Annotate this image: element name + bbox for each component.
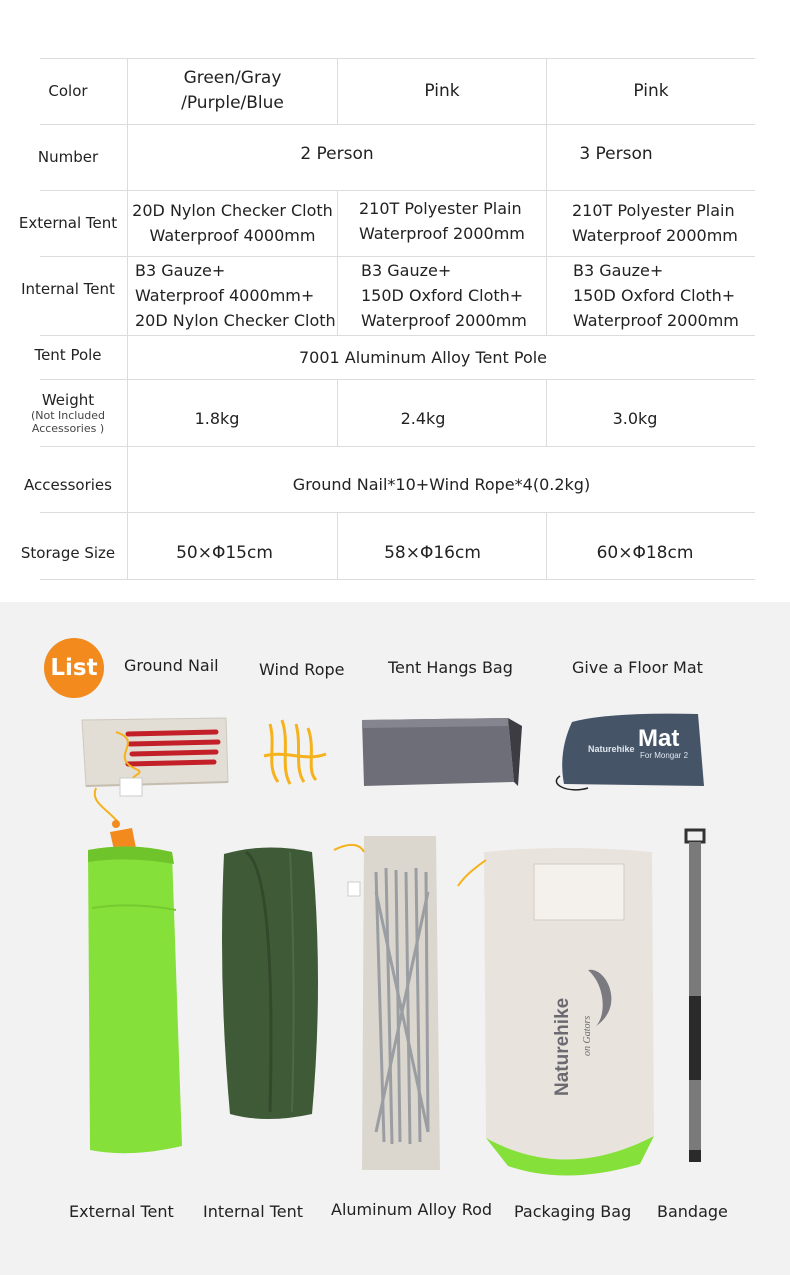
row-label-tent-pole: Tent Pole (34, 346, 102, 364)
cell-weight-1: 1.8kg (194, 409, 240, 428)
list-badge: List (44, 638, 104, 698)
cell-color-3: Pink (633, 80, 669, 101)
cell-tent-pole: 7001 Aluminum Alloy Tent Pole (298, 347, 548, 367)
cell-internal-3: B3 Gauze+ 150D Oxford Cloth+ Waterproof 2000mm (573, 261, 739, 330)
cell-color-2: Pink (424, 80, 460, 101)
cell-storage-2: 58×Φ16cm (384, 543, 481, 563)
cell-internal-1: B3 Gauze+ Waterproof 4000mm+ 20D Nylon Checker Cloth (135, 261, 336, 330)
aluminum-rod-image (330, 832, 450, 1176)
label-internal-tent: Internal Tent (203, 1202, 304, 1221)
cell-external-2: 210T Polyester Plain Waterproof 2000mm (359, 199, 525, 243)
bag-logo: Naturehike (552, 997, 573, 1096)
mat-title: Mat (638, 725, 680, 752)
weight-label-box (31, 391, 105, 435)
weight-label: Weight (41, 390, 95, 409)
row-label-weight (10, 379, 126, 446)
external-tent-image (80, 828, 186, 1158)
label-floor-mat: Give a Floor Mat (572, 658, 703, 677)
label-external-tent: External Tent (69, 1202, 174, 1221)
row-label-internal-tent: Internal Tent (21, 280, 115, 298)
spec-table (0, 0, 790, 600)
cell-external-1: 20D Nylon Checker Cloth Waterproof 4000mm (132, 201, 333, 245)
mat-logo: Naturehike (588, 744, 635, 754)
ground-nail-image (76, 712, 236, 830)
cell-storage-1: 50×Φ15cm (176, 543, 273, 563)
cell-number-3p: 3 Person (579, 143, 653, 164)
bandage-image (682, 828, 710, 1166)
cell-storage-3: 60×Φ18cm (596, 543, 694, 563)
row-label-color: Color (48, 82, 88, 100)
label-bandage: Bandage (657, 1202, 728, 1221)
cell-accessories: Ground Nail*10+Wind Rope*4(0.2kg) (292, 475, 591, 494)
weight-note: (Not Included Accessories ) (30, 408, 106, 435)
mat-subtitle: For Mongar 2 (640, 751, 689, 760)
row-label-storage-size: Storage Size (20, 543, 116, 562)
col-divider (337, 190, 338, 335)
row-label-number: Number (37, 148, 99, 166)
cell-color-1: Green/Gray /Purple/Blue (181, 68, 284, 113)
floor-mat-image (548, 712, 708, 794)
cell-internal-2: B3 Gauze+ 150D Oxford Cloth+ Waterproof 2000mm (361, 261, 527, 330)
packaging-bag-image (456, 846, 662, 1186)
bag-logo-sub: on Gators (582, 1015, 593, 1056)
cell-weight-3: 3.0kg (612, 409, 658, 428)
row-divider (40, 379, 755, 380)
label-ground-nail: Ground Nail (124, 656, 219, 675)
row-label-accessories: Accessories (24, 476, 112, 494)
label-aluminum-alloy-rod: Aluminum Alloy Rod (331, 1200, 493, 1219)
label-packaging-bag: Packaging Bag (514, 1202, 632, 1221)
wind-rope-image (256, 716, 332, 788)
cell-number-2p: 2 Person (300, 143, 374, 164)
label-wind-rope: Wind Rope (259, 660, 345, 679)
internal-tent-image (216, 842, 326, 1124)
label-tent-hangs-bag: Tent Hangs Bag (388, 658, 513, 677)
col-divider (546, 190, 547, 335)
tent-hangs-bag-image (358, 716, 528, 790)
cell-weight-2: 2.4kg (400, 409, 446, 428)
cell-external-3: 210T Polyester Plain Waterproof 2000mm (572, 201, 738, 245)
row-label-external-tent: External Tent (18, 214, 118, 232)
